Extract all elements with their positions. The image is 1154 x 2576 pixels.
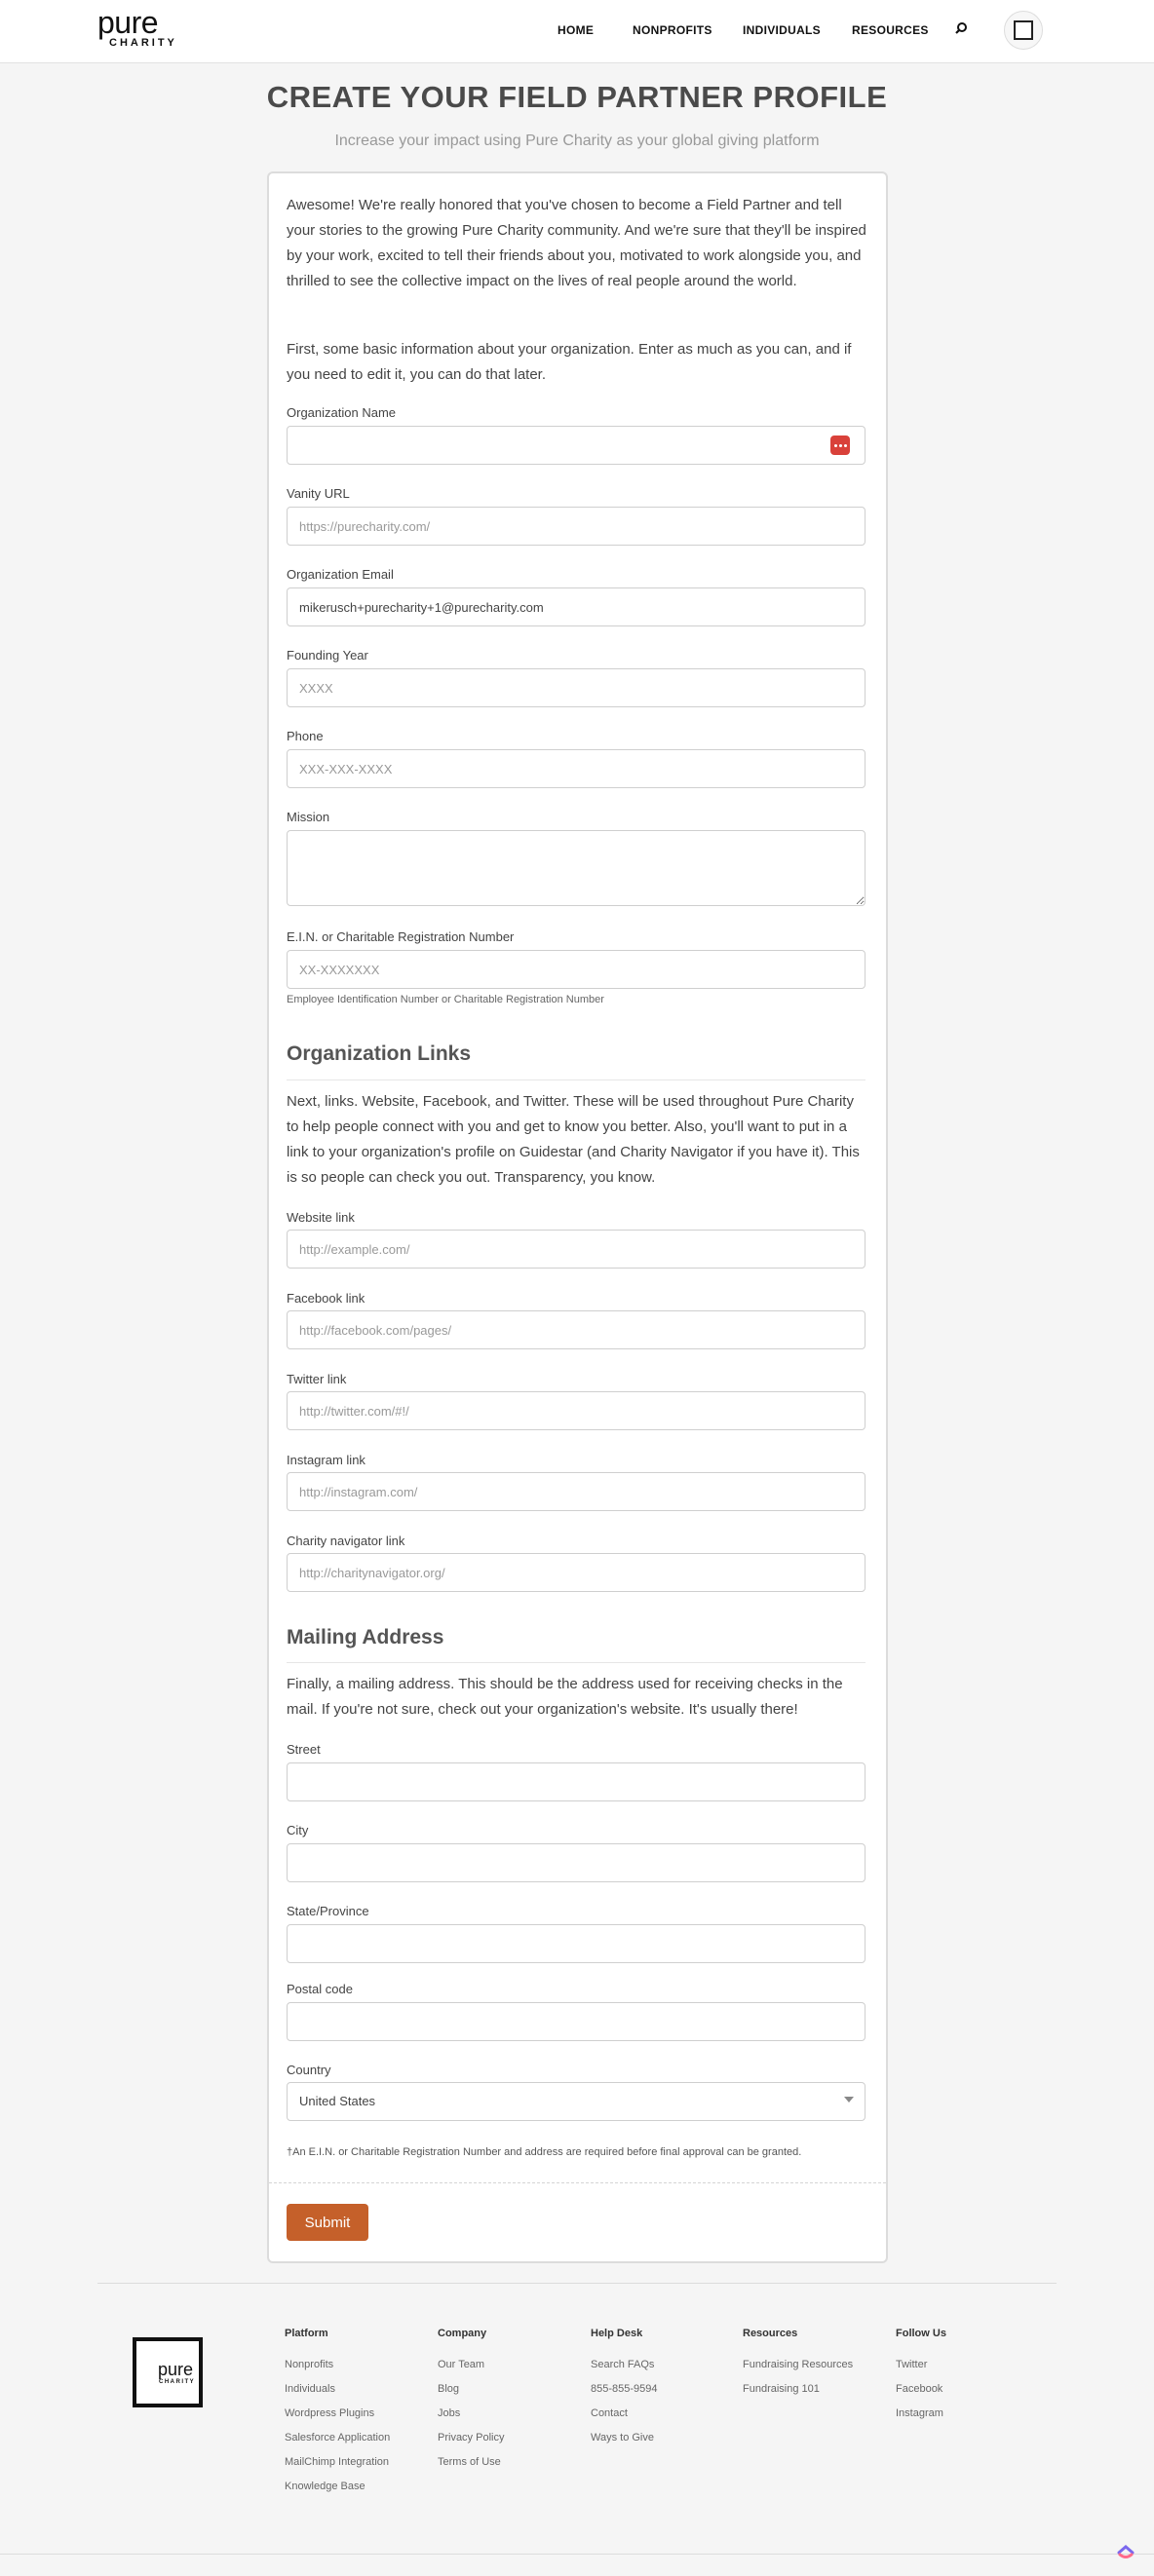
postal-input[interactable] [287,2002,866,2041]
ein-input[interactable] [287,950,866,989]
logo-text-pure: pure [97,5,159,40]
state-label: State/Province [287,1904,369,1918]
page-subtitle: Increase your impact using Pure Charity as your global giving platform [334,133,820,149]
org-name-input[interactable] [287,426,866,465]
footer-heading: Resources [743,2328,798,2339]
top-navbar [0,0,1154,63]
footer-col-help-desk [591,2328,658,2456]
ein-label: E.I.N. or Charitable Registration Number [287,929,515,944]
form-divider [269,2182,886,2183]
widget-launcher-icon[interactable] [1115,2539,1136,2560]
founding-year-input[interactable] [287,668,866,707]
nav-individuals[interactable]: INDIVIDUALS [743,23,821,37]
bottom-bar [0,2554,1154,2555]
charity-navigator-label: Charity navigator link [287,1534,405,1548]
search-icon[interactable] [953,19,973,39]
website-input[interactable] [287,1230,866,1269]
footer-link-fundraising-resources[interactable]: Fundraising Resources [743,2359,854,2370]
basic-info-text: First, some basic information about your organization. Enter as much as you can, and if you need to edit it, you can do that later. [287,341,852,383]
footer-divider [97,2283,1057,2284]
footer-link-fundraising-101[interactable]: Fundraising 101 [743,2383,820,2395]
facebook-label: Facebook link [287,1291,365,1306]
footer-heading: Platform [285,2328,328,2339]
footer-link-jobs[interactable]: Jobs [438,2407,461,2419]
phone-label: Phone [287,729,324,743]
footer-link-our-team[interactable]: Our Team [438,2359,485,2370]
footer-link-privacy[interactable]: Privacy Policy [438,2432,505,2443]
footer-link-instagram[interactable]: Instagram [896,2407,943,2419]
footer-link-contact[interactable]: Contact [591,2407,628,2419]
twitter-input[interactable] [287,1391,866,1430]
footer-link-ways-to-give[interactable]: Ways to Give [591,2432,654,2443]
website-label: Website link [287,1210,355,1225]
city-input[interactable] [287,1843,866,1882]
nav-nonprofits[interactable]: NONPROFITS [633,23,712,37]
instagram-label: Instagram link [287,1453,365,1467]
intro-text: Awesome! We're really honored that you've chosen to become a Field Partner and tell your stories to the growing Pure Charity community. And we're sure that they'll be inspired by your work, excited to tell their friends about you, motivated to work alongside you, and thrilled to see the collective impact on the lives of real people around the world. [287,197,866,289]
footer-logo-text-charity: CHARITY [159,2379,196,2385]
mission-label: Mission [287,810,330,824]
footer-logo[interactable] [133,2337,203,2407]
site-logo[interactable] [97,5,177,57]
section-divider [287,1662,866,1663]
footer-link-phone[interactable]: 855-855-9594 [591,2383,658,2395]
ein-help-text: Employee Identification Number or Charitable Registration Number [287,994,604,1005]
footer-heading: Company [438,2328,487,2339]
page-title: CREATE YOUR FIELD PARTNER PROFILE [266,80,888,114]
facebook-input[interactable] [287,1310,866,1349]
org-email-label: Organization Email [287,567,394,582]
org-name-label: Organization Name [287,405,396,420]
mission-textarea[interactable] [287,830,866,906]
footer-link-search-faqs[interactable]: Search FAQs [591,2359,655,2370]
nav-home[interactable]: HOME [558,23,595,37]
logo-text-charity: CHARITY [109,37,177,49]
approval-note: †An E.I.N. or Charitable Registration Number and address are required before final approval can be granted. [287,2146,802,2158]
org-email-input[interactable] [287,587,866,626]
chevron-down-icon[interactable] [844,2097,854,2102]
vanity-url-label: Vanity URL [287,486,350,501]
footer-link-terms[interactable]: Terms of Use [438,2456,501,2468]
user-avatar[interactable] [1004,11,1043,50]
nav-resources[interactable]: RESOURCES [852,23,929,37]
country-label: Country [287,2063,331,2077]
footer-heading: Follow Us [896,2328,946,2339]
twitter-label: Twitter link [287,1372,347,1386]
country-select[interactable]: United States [287,2082,866,2121]
footer-col-platform [285,2328,390,2505]
footer-logo-text-pure: pure [158,2360,194,2379]
footer-col-follow-us [896,2328,946,2432]
instagram-input[interactable] [287,1472,866,1511]
vanity-url-input[interactable] [287,507,866,546]
footer-link-facebook[interactable]: Facebook [896,2383,943,2395]
footer-link-blog[interactable]: Blog [438,2383,460,2395]
org-links-text: Next, links. Website, Facebook, and Twitter. These will be used throughout Pure Charity to help people connect with you and get to know you better. Also, you'll want to put in a link to your organization's profile on Guidestar (and Charity Navigator if you have it). This is so people can check you out. Transparency, you know. [287,1093,860,1186]
footer-link-mailchimp[interactable]: MailChimp Integration [285,2456,389,2468]
street-input[interactable] [287,1762,866,1801]
phone-input[interactable] [287,749,866,788]
footer-link-individuals[interactable]: Individuals [285,2383,335,2395]
footer-link-nonprofits[interactable]: Nonprofits [285,2359,334,2370]
footer-link-salesforce[interactable]: Salesforce Application [285,2432,391,2443]
footer-heading: Help Desk [591,2328,643,2339]
founding-year-label: Founding Year [287,648,368,663]
footer-link-knowledge-base[interactable]: Knowledge Base [285,2481,365,2492]
postal-label: Postal code [287,1982,353,1996]
footer-link-twitter[interactable]: Twitter [896,2359,928,2370]
street-label: Street [287,1742,321,1757]
mailing-address-heading: Mailing Address [287,1626,444,1648]
mailing-address-text: Finally, a mailing address. This should be the address used for receiving checks in the mail. If you're not sure, check out your organization's website. It's usually there! [287,1676,843,1718]
city-label: City [287,1823,309,1837]
password-manager-icon[interactable] [830,436,850,455]
footer-link-wordpress[interactable]: Wordpress Plugins [285,2407,375,2419]
submit-button[interactable]: Submit [287,2204,368,2241]
footer-col-resources [743,2328,853,2407]
org-links-heading: Organization Links [287,1042,472,1065]
state-input[interactable] [287,1924,866,1963]
footer-col-company [438,2328,504,2481]
charity-navigator-input[interactable] [287,1553,866,1592]
avatar-image [1014,20,1033,40]
